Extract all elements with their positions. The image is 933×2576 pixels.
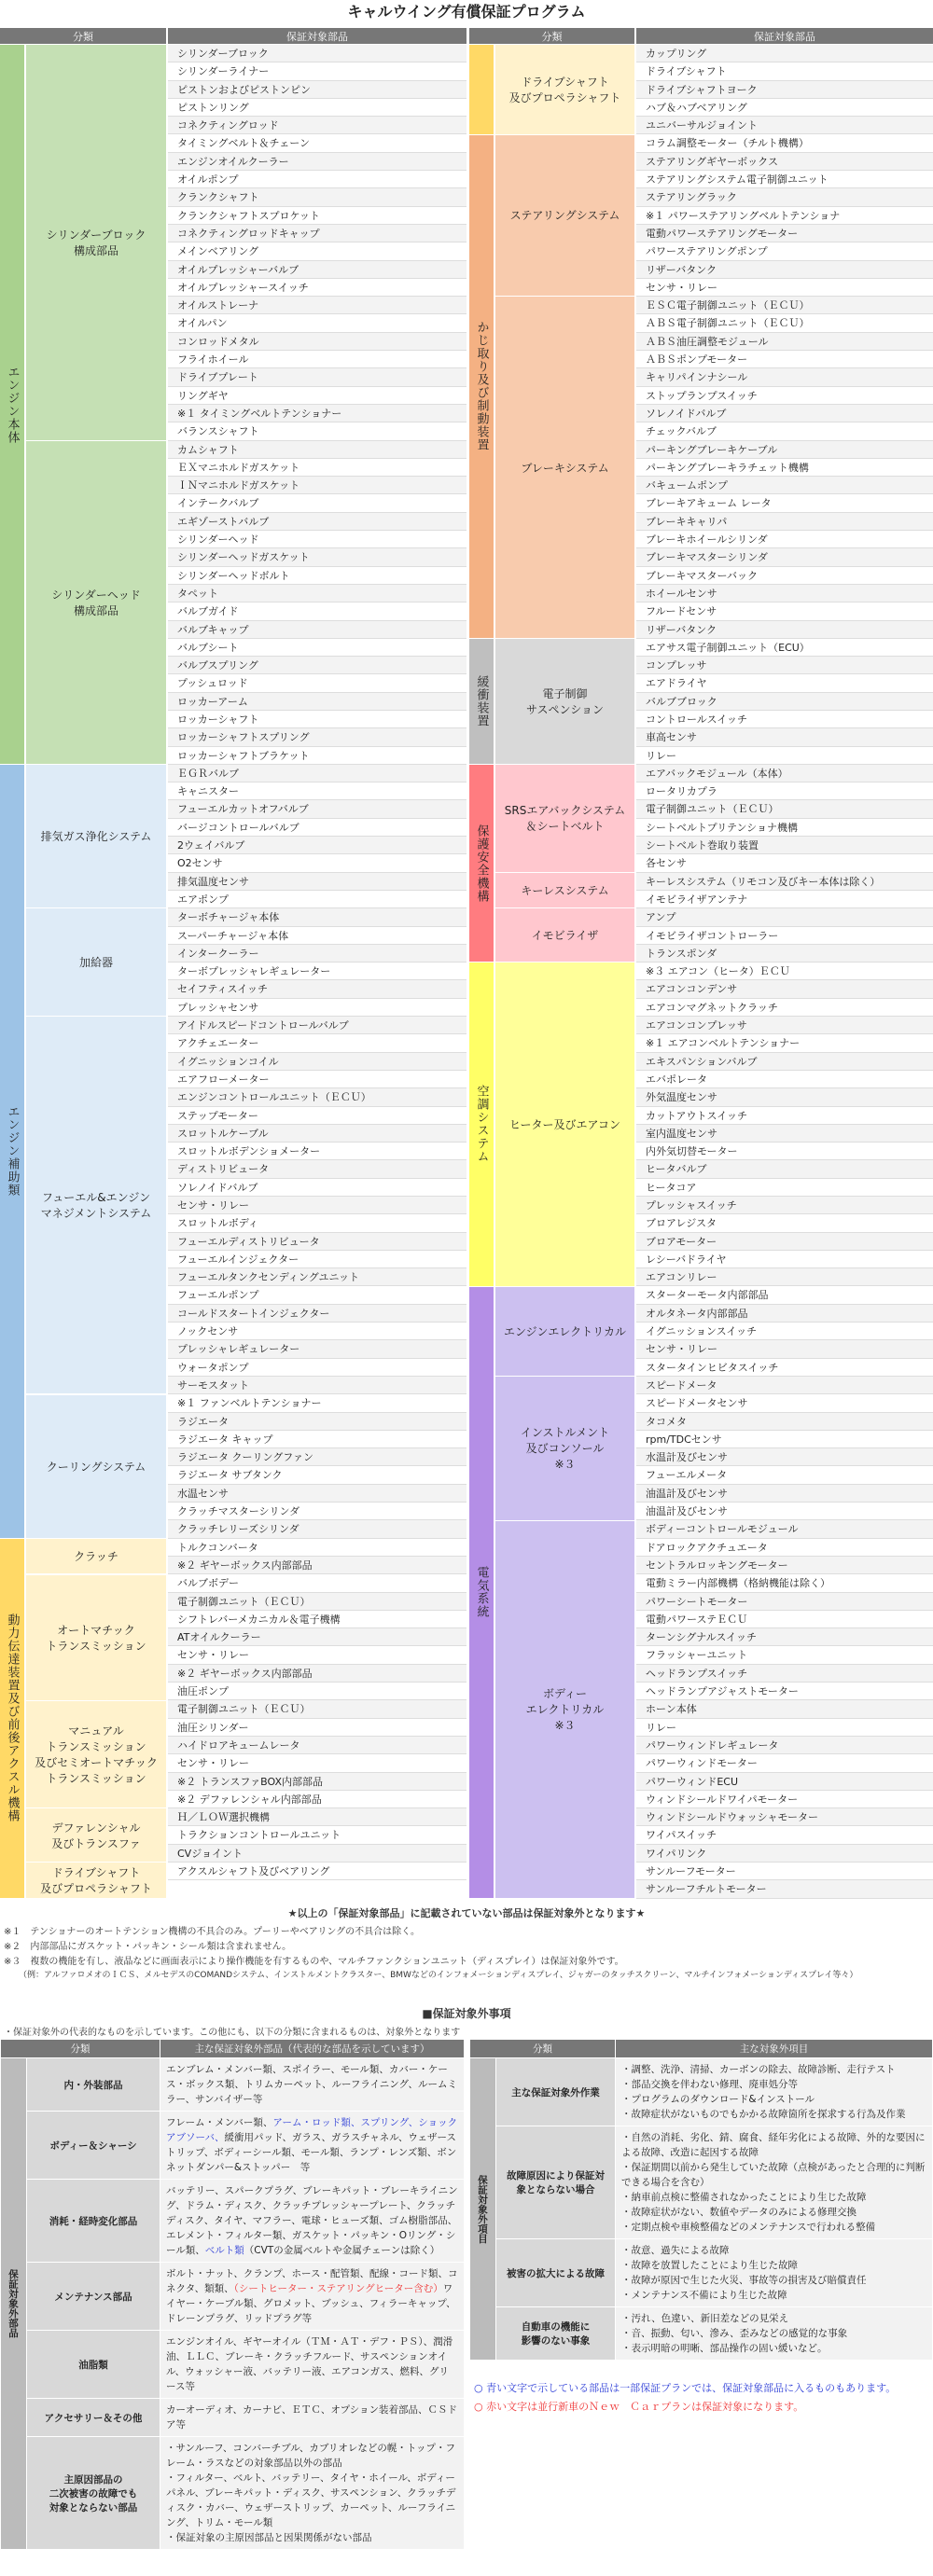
- left-part-row: クランクシャフトスプロケット: [168, 207, 466, 225]
- left-part-row: タイミングベルト＆チェーン: [168, 134, 466, 152]
- excl-detail-blue-text: アーム・ロッド類、スプリング、ショックアブソーバ、: [166, 2117, 458, 2143]
- right-part-row: キーレスシステム（リモコン及びキー本体は除く）: [636, 873, 933, 891]
- left-part-row: インテークバルブ: [168, 494, 466, 512]
- right-part-row: タコメタ: [636, 1413, 933, 1431]
- left-part-row: シフトレバーメカニカル＆電子機構: [168, 1611, 466, 1628]
- left-part-row: ラジエータ クーリングファン: [168, 1448, 466, 1466]
- left-part-row: クランクシャフト: [168, 188, 466, 206]
- right-part-row: ユニバーサルジョイント: [636, 117, 933, 134]
- left-part-row: ＥＧＲバルブ: [168, 765, 466, 782]
- right-part-row: 内外気切替モーター: [636, 1143, 933, 1160]
- right-part-row: ブレーキアキューム レータ: [636, 494, 933, 512]
- right-part-row: パワーステアリングポンプ: [636, 242, 933, 260]
- right-part-row: エアコンコンプレッサ: [636, 1017, 933, 1034]
- right-part-row: ボディーコントロールモジュール: [636, 1520, 933, 1538]
- right-sub-category: イモビライザ: [495, 908, 634, 963]
- note-3: ※３ 複数の機能を有し、液晶などに画面表示により操作機能を有するものや、マルチファンクションユニット（ディスプレイ）は保証対象外です。: [4, 1957, 624, 1967]
- left-part-row: センサ・リレー: [168, 1754, 466, 1772]
- left-part-row: 2ウェイバルブ: [168, 837, 466, 854]
- right-part-row: 電動パワーステアリングモーター: [636, 225, 933, 242]
- right-part-row: アンプ: [636, 908, 933, 926]
- left-part-row: フライホイール: [168, 351, 466, 368]
- left-sub-category: シリンダーヘッド 構成部品: [26, 441, 166, 765]
- excl-right-detail: ・調整、洗浄、清掃、カーボンの除去、故障診断、走行テスト ・部品交換を伴わない修理、廃車処分等 ・プログラムのダウンロード&インストール ・故障症状がないものでもかかる故障箇所を探求する行為及作業: [616, 2058, 933, 2126]
- left-part-row: タペット: [168, 585, 466, 602]
- right-part-row: サンルーフモーター: [636, 1863, 933, 1880]
- note-2: ※２ 内部部品にガスケット・パッキン・シール類は含まれません。: [4, 1942, 292, 1952]
- left-part-row: ロッカーシャフト: [168, 711, 466, 728]
- right-category-header: 分類: [469, 28, 634, 44]
- left-part-row: ターボチャージャ本体: [168, 908, 466, 926]
- left-part-row: バージコントロールバルブ: [168, 819, 466, 837]
- right-part-row: ＥＳＣ電子制御ユニット（ＥＣＵ）: [636, 297, 933, 314]
- right-part-row: ウィンドシールドワイパモーター: [636, 1791, 933, 1808]
- left-part-row: オイルポンプ: [168, 171, 466, 188]
- left-part-row: コネクティングロッド: [168, 117, 466, 134]
- right-part-row: コラム調整モーター（チルト機構）: [636, 134, 933, 152]
- left-part-row: 油圧ポンプ: [168, 1683, 466, 1700]
- right-sub-category: ヒーター及びエアコン: [495, 963, 634, 1286]
- right-part-row: 各センサ: [636, 854, 933, 872]
- right-sub-category: ボディー エレクトリカル ※３: [495, 1521, 634, 1899]
- excl-left-detail: エンブレム・メンバー類、スポイラー、モール類、カバー・ケース・ボックス類、トリムカーペット、ルーフライニング、ルームミラー、サンバイザー等: [160, 2058, 465, 2112]
- left-part-row: CVジョイント: [168, 1845, 466, 1863]
- left-part-row: キャニスター: [168, 782, 466, 800]
- right-sub-category: ブレーキシステム: [495, 297, 634, 639]
- left-part-row: ステップモーター: [168, 1107, 466, 1125]
- left-part-row: スロットルボディ: [168, 1214, 466, 1232]
- right-part-row: エキスパンションバルブ: [636, 1053, 933, 1071]
- left-part-row: バルブボデー: [168, 1574, 466, 1592]
- left-part-row: クラッチマスターシリンダ: [168, 1503, 466, 1520]
- left-part-row: ラジエータ サブタンク: [168, 1466, 466, 1484]
- left-part-row: ＩＮマニホルドガスケット: [168, 477, 466, 494]
- right-part-row: カットアウトスイッチ: [636, 1107, 933, 1125]
- right-part-row: rpm/TDCセンサ: [636, 1431, 933, 1448]
- left-part-row: バルブシート: [168, 639, 466, 657]
- right-part-row: ※３ エアコン（ヒータ）ＥＣＵ: [636, 963, 933, 980]
- right-part-row: バキュームポンプ: [636, 477, 933, 494]
- right-part-row: ブレーキキャリパ: [636, 513, 933, 531]
- excl-right-category: 自動車の機能に 影響のない事象: [496, 2307, 616, 2361]
- left-part-row: ディストリビュータ: [168, 1160, 466, 1178]
- right-part-row: ブロアモーター: [636, 1233, 933, 1251]
- left-sub-category: フューエル&エンジン マネジメントシステム: [26, 1017, 166, 1394]
- excl-detail-post-text: 緩衝用パッド、ガラス、ガラスチャネル、ウェザーストリップ、ボディーシール類、モール類、ランプ・レンズ類、ボンネットダンパー&ストッパー 等: [166, 2132, 457, 2173]
- right-part-row: ヒータバルブ: [636, 1160, 933, 1178]
- exclusion-intro: ・保証対象外の代表的なものを示しています。この他にも、以下の分類に含まれるものは、対象外となります: [4, 2028, 461, 2038]
- left-part-row: フューエルポンプ: [168, 1286, 466, 1304]
- right-sub-category: キーレスシステム: [495, 873, 634, 909]
- left-parts-header: 保証対象部品: [168, 28, 466, 44]
- left-sub-category: オートマチック トランスミッション: [26, 1575, 166, 1701]
- right-major-category: [469, 45, 494, 135]
- right-part-row: 車高センサ: [636, 728, 933, 746]
- left-part-row: ＥＸマニホルドガスケット: [168, 459, 466, 477]
- page-title: キャルウイング有償保証プログラム: [347, 3, 586, 21]
- left-part-row: コールドスタートインジェクター: [168, 1305, 466, 1323]
- left-part-row: ウォータポンプ: [168, 1359, 466, 1377]
- right-part-row: イグニッションスイッチ: [636, 1323, 933, 1340]
- right-part-row: ヘッドランプスイッチ: [636, 1665, 933, 1683]
- right-part-row: ハブ＆ハブベアリング: [636, 99, 933, 117]
- left-part-row: スーパーチャージャ本体: [168, 927, 466, 945]
- excl-left-detail: [160, 2112, 465, 2180]
- left-part-row: エンジンオイルクーラー: [168, 153, 466, 171]
- right-part-row: センサ・リレー: [636, 279, 933, 297]
- right-part-row: ドライブシャフト: [636, 62, 933, 80]
- right-part-row: イモビライザコントローラー: [636, 927, 933, 945]
- left-part-row: フューエルインジェクター: [168, 1251, 466, 1268]
- right-part-row: フューエルメータ: [636, 1466, 933, 1484]
- excl-left-vertical-label: 保証対象外部品: [1, 2058, 27, 2550]
- right-part-row: エアコンマグネットクラッチ: [636, 999, 933, 1017]
- left-part-row: 電子制御ユニット（ＥＣＵ）: [168, 1700, 466, 1718]
- right-part-row: レシーバドライヤ: [636, 1251, 933, 1268]
- right-sub-category: エンジンエレクトリカル: [495, 1287, 634, 1378]
- right-part-row: バルブブロック: [636, 693, 933, 711]
- right-part-row: ステアリングラック: [636, 188, 933, 206]
- left-part-row: サーモスタット: [168, 1377, 466, 1394]
- right-part-row: コンプレッサ: [636, 657, 933, 674]
- right-part-row: パーキングブレーキケーブル: [636, 441, 933, 459]
- left-part-row: 油圧シリンダー: [168, 1719, 466, 1737]
- right-part-row: 外気温度センサ: [636, 1088, 933, 1106]
- left-part-row: ノックセンサ: [168, 1323, 466, 1340]
- right-part-row: ストップランプスイッチ: [636, 387, 933, 405]
- excl-left-category: ボディー＆シャーシ: [27, 2112, 160, 2180]
- right-sub-category: インストルメント 及びコンソール ※３: [495, 1377, 634, 1520]
- left-part-row: クラッチレリーズシリンダ: [168, 1520, 466, 1538]
- left-part-row: インタークーラー: [168, 945, 466, 963]
- excl-detail-post-text: （CVTの金属ベルトや金属チェーンは除く）: [244, 2245, 440, 2256]
- right-sub-category: 電子制御 サスペンション: [495, 639, 634, 765]
- left-major-category: 動力伝達装置及び前後アクスル機構: [0, 1539, 24, 1899]
- left-part-row: リングギヤ: [168, 387, 466, 405]
- right-part-row: リレー: [636, 747, 933, 765]
- right-part-row: パワーシートモーター: [636, 1593, 933, 1611]
- right-part-row: スターターモータ内部部品: [636, 1286, 933, 1304]
- excl-detail-post-text: ワイヤー・ケーブル類、グロメット、ブッシュ、フィラーキャップ、ドレーンプラグ、リッドプラグ等: [166, 2283, 456, 2324]
- left-part-row: フューエルディストリビュータ: [168, 1233, 466, 1251]
- left-sub-category: シリンダーブロック 構成部品: [26, 45, 166, 441]
- left-part-row: コンロッドメタル: [168, 333, 466, 351]
- left-part-row: シリンダーヘッドボルト: [168, 567, 466, 585]
- right-part-row: ヒータコア: [636, 1179, 933, 1197]
- excl-right-category: 故障原因により保証対象とならない場合: [496, 2126, 616, 2239]
- left-part-row: ロッカーアーム: [168, 693, 466, 711]
- right-part-row: エアドライヤ: [636, 674, 933, 692]
- left-part-row: O2センサ: [168, 854, 466, 872]
- left-part-row: エアポンプ: [168, 891, 466, 908]
- right-part-row: センサ・リレー: [636, 1340, 933, 1358]
- right-part-row: ＡＢＳ油圧調整モジュール: [636, 333, 933, 351]
- left-part-row: ロッカーシャフトスプリング: [168, 728, 466, 746]
- right-part-row: スピードメータセンサ: [636, 1394, 933, 1412]
- left-sub-category: クラッチ: [26, 1539, 166, 1575]
- right-part-row: パワーウィンドモーター: [636, 1754, 933, 1772]
- left-sub-category: 排気ガス浄化システム: [26, 765, 166, 908]
- right-part-row: 電動ミラー内部機構（格納機能は除く）: [636, 1574, 933, 1592]
- excl-right-category: 被害の拡大による故障: [496, 2239, 616, 2307]
- right-part-row: エバポレータ: [636, 1071, 933, 1088]
- right-part-row: ステアリングギヤーボックス: [636, 153, 933, 171]
- right-sub-category: ドライブシャフト 及びプロペラシャフト: [495, 45, 634, 135]
- excl-right-detail: ・汚れ、色違い、新旧差などの見栄え ・音、振動、匂い、滲み、歪みなどの感覚的な事象 ・表示明暗の明晰、部品操作の固い緩いなど。: [616, 2307, 933, 2361]
- left-part-row: エギゾーストバルブ: [168, 513, 466, 531]
- right-major-category: 空調システム: [469, 963, 494, 1286]
- left-part-row: トラクションコントロールユニット: [168, 1826, 466, 1844]
- right-part-row: ウィンドシールドウォッシャモーター: [636, 1808, 933, 1826]
- left-part-row: シリンダーブロック: [168, 45, 466, 62]
- excl-left-detail: エンジンオイル、ギヤーオイル（ＴＭ・ＡＴ・デフ・ＰＳ）、潤滑油、ＬＬＣ、ブレーキ・クラッチフルード、サスペンションオイル、ウォッシャー液、バッテリー液、エアコンガス、燃料、グリース等: [160, 2331, 465, 2399]
- excl-left-detail: [160, 2180, 465, 2263]
- left-part-row: バランスシャフト: [168, 422, 466, 440]
- left-part-row: ※２ ギヤーボックス内部部品: [168, 1557, 466, 1574]
- right-part-row: ステアリングシステム電子制御ユニット: [636, 171, 933, 188]
- left-sub-category: ドライブシャフト 及びプロペラシャフト: [26, 1863, 166, 1899]
- right-parts-list: [636, 45, 933, 1899]
- left-part-row: オイルストレーナ: [168, 297, 466, 314]
- left-part-row: バルブガイド: [168, 602, 466, 620]
- left-part-row: ※２ デファレンシャル内部部品: [168, 1791, 466, 1808]
- right-sub-category: ステアリングシステム: [495, 135, 634, 298]
- left-major-category: エンジン補助類: [0, 765, 24, 1539]
- right-part-row: ホーン本体: [636, 1700, 933, 1718]
- right-part-row: ※１ パワーステアリングベルトテンショナ: [636, 207, 933, 225]
- left-part-row: ラジエータ キャップ: [168, 1431, 466, 1448]
- right-part-row: ソレノイドバルブ: [636, 405, 933, 422]
- right-part-row: エアバックモジュール（本体）: [636, 765, 933, 782]
- excl-detail-pre-text: バッテリー、スパークプラグ、ブレーキパット・ブレーキライニング、ドラム・ディスク、クラッチプレッシャープレート、クラッチディスク、タイヤ、マフラー、電球・ヒューズ類、ゴム樹脂部品、エレメント・フィルター類、ガスケット・パッキン・Oリング・シール類、: [166, 2185, 458, 2256]
- left-part-row: イグニッションコイル: [168, 1053, 466, 1071]
- left-part-row: 排気温度センサ: [168, 873, 466, 891]
- left-part-row: スロットルケーブル: [168, 1125, 466, 1143]
- right-part-row: パーキングブレーキラチェット機構: [636, 459, 933, 477]
- right-part-row: フルードセンサ: [636, 602, 933, 620]
- left-part-row: ハイドロアキュームレータ: [168, 1737, 466, 1754]
- right-part-row: セントラルロッキングモーター: [636, 1557, 933, 1574]
- right-part-row: ブレーキマスターシリンダ: [636, 548, 933, 566]
- right-part-row: リレー: [636, 1719, 933, 1737]
- excl-cat-header: 分類: [1, 2040, 160, 2058]
- right-part-row: 電動パワーステＥＣＵ: [636, 1611, 933, 1628]
- left-part-row: ATオイルクーラー: [168, 1628, 466, 1646]
- excl-left-category: アクセサリー＆その他: [27, 2399, 160, 2437]
- left-part-row: オイルプレッシャーバルブ: [168, 261, 466, 279]
- excl-left-category: 油脂類: [27, 2331, 160, 2399]
- left-part-row: フューエルタンクセンディングユニット: [168, 1268, 466, 1286]
- excl-detail-pre-text: ボルト・ナット、クランプ、ホース・配管類、配線・コード類、コネクタ、類類、: [166, 2268, 458, 2294]
- right-part-row: 室内温度センサ: [636, 1125, 933, 1143]
- left-part-row: プッシュロッド: [168, 674, 466, 692]
- left-part-row: ※１ ファンベルトテンショナー: [168, 1394, 466, 1412]
- legend-blue-text: 青い文字で示している部品は一部保証プランでは、保証対象部品に入るものもあります。: [486, 2382, 897, 2394]
- excl-left-category: 主原因部品の 二次被害の故障でも 対象とならない部品: [27, 2437, 160, 2550]
- right-major-category: かじ取り及び制動装置: [469, 135, 494, 639]
- excl-detail-pre-text: フレーム・メンバー類、: [166, 2117, 273, 2128]
- note-1: ※１ テンショナーのオートテンション機構の不具合のみ。プーリーやベアリングの不具合は除く。: [4, 1927, 420, 1937]
- left-sub-category: マニュアル トランスミッション 及びセミオートマチック トランスミッション: [26, 1701, 166, 1809]
- right-part-row: ※１ エアコンベルトテンショナー: [636, 1034, 933, 1052]
- right-parts-header: 保証対象部品: [636, 28, 933, 44]
- legend-red: [474, 2399, 803, 2414]
- left-part-row: エアフローメーター: [168, 1071, 466, 1088]
- excl-cat-header-right: 分類: [470, 2040, 616, 2058]
- right-part-row: リザーバタンク: [636, 621, 933, 639]
- exclusion-title: ■保証対象外事項: [422, 2007, 511, 2020]
- right-part-row: イモビライザアンテナ: [636, 891, 933, 908]
- right-part-row: プレッシャスイッチ: [636, 1197, 933, 1214]
- right-part-row: 油温計及びセンサ: [636, 1485, 933, 1503]
- left-part-row: ※２ ギヤーボックス内部部品: [168, 1665, 466, 1683]
- left-part-row: アイドルスピードコントロールバルブ: [168, 1017, 466, 1034]
- legend-blue-marker: ○: [474, 2382, 487, 2394]
- right-part-row: ブレーキホイールシリンダ: [636, 531, 933, 548]
- excl-left-detail: ・サンルーフ、コンバーチブル、カブリオレなどの幌・トップ・フレーム・ラスなどの対象部品以外の部品 ・フィルター、ベルト、バッテリー、タイヤ・ホイール、ボディーパネル、ブレーキパット・ディスク、サスペンション、クラッチディスク・カバー、ウェザーストリップ、カーペット、ルーフライニング、トリム・モール類 ・保証対象の主原因部品と因果関係がない部品: [160, 2437, 465, 2550]
- left-part-row: ラジエータ: [168, 1413, 466, 1431]
- excl-detail-blue-text: ベルト類: [204, 2245, 244, 2256]
- right-part-row: ブレーキマスターバック: [636, 567, 933, 585]
- right-part-row: スタータインヒビタスイッチ: [636, 1359, 933, 1377]
- left-part-row: セイフティスイッチ: [168, 980, 466, 998]
- right-part-row: 油温計及びセンサ: [636, 1503, 933, 1520]
- left-parts-list: [168, 45, 466, 1880]
- excl-detail-red-text: （シートヒーター・ステアリングヒーター含む）: [233, 2283, 443, 2294]
- right-part-row: シートベルトプリテンショナ機構: [636, 819, 933, 837]
- left-part-row: エンジンコントロールユニット（ＥＣＵ）: [168, 1088, 466, 1106]
- excl-right-category: 主な保証対象外作業: [496, 2058, 616, 2126]
- right-part-row: キャリパインナシール: [636, 368, 933, 386]
- left-part-row: トルクコンバータ: [168, 1539, 466, 1557]
- right-part-row: オルタネータ内部部品: [636, 1305, 933, 1323]
- right-part-row: ホイールセンサ: [636, 585, 933, 602]
- left-part-row: プレッシャレギュレーター: [168, 1340, 466, 1358]
- right-part-row: ロータリカプラ: [636, 782, 933, 800]
- left-part-row: センサ・リレー: [168, 1646, 466, 1664]
- left-part-row: バルブスプリング: [168, 657, 466, 674]
- left-part-row: ピストンおよびピストンピン: [168, 81, 466, 99]
- left-part-row: センサ・リレー: [168, 1197, 466, 1214]
- right-major-category: 緩衝装置: [469, 639, 494, 765]
- right-part-row: リザーバタンク: [636, 261, 933, 279]
- right-part-row: カップリング: [636, 45, 933, 62]
- left-part-row: アクスルシャフト及びベアリング: [168, 1863, 466, 1880]
- left-part-row: スロットルボデンショメーター: [168, 1143, 466, 1160]
- left-part-row: メインベアリング: [168, 242, 466, 260]
- left-part-row: オイルパン: [168, 314, 466, 332]
- left-part-row: フューエルカットオフバルブ: [168, 800, 466, 818]
- legend-red-marker: ○: [474, 2401, 487, 2413]
- left-part-row: シリンダーヘッド: [168, 531, 466, 548]
- left-part-row: シリンダーライナー: [168, 62, 466, 80]
- excl-left-category: 内・外装部品: [27, 2058, 160, 2112]
- right-part-row: サンルーフチルトモーター: [636, 1880, 933, 1898]
- right-part-row: ヘッドランプアジャストモーター: [636, 1683, 933, 1700]
- right-part-row: コントロールスイッチ: [636, 711, 933, 728]
- left-part-row: ターボプレッシャレギュレーター: [168, 963, 466, 980]
- note-3-example: （例：アルファロメオのＩＣＳ、メルセデスのCOMANDシステム、インストルメントクラスター、BMWなどのインフォメーションディスプレイ、ジャガーのタッチスクリーン、マルチインフォメーションディスプレイ等々）: [19, 1971, 858, 1980]
- right-part-row: パワーウィンドレギュレータ: [636, 1737, 933, 1754]
- main-note: ★以上の「保証対象部品」に記載されていない部品は保証対象外となります★: [287, 1907, 646, 1919]
- right-part-row: ドアロックアクチュエータ: [636, 1539, 933, 1557]
- right-part-row: ドライブシャフトヨーク: [636, 81, 933, 99]
- left-sub-category: クーリングシステム: [26, 1395, 166, 1539]
- left-part-row: 水温センサ: [168, 1485, 466, 1503]
- left-part-row: ※２ トランスファBOX内部部品: [168, 1773, 466, 1791]
- exclusion-parts-table: [0, 2039, 465, 2550]
- left-category-header: 分類: [0, 28, 166, 44]
- right-part-row: エアサス電子制御ユニット（ECU）: [636, 639, 933, 657]
- right-part-row: パワーウィンドECU: [636, 1773, 933, 1791]
- left-part-row: アクチェエーター: [168, 1034, 466, 1052]
- left-part-row: ロッカーシャフトブラケット: [168, 747, 466, 765]
- excl-right-detail: ・自然の消耗、劣化、錆、腐食、経年劣化による故障、外的な要因による故障、改造に起因する故障 ・保証期間以前から発生していた故障（点検があったと合理的に判断できる場合を含む） ・納車前点検に整備されなかったことにより生じた故障 ・故障症状がない、数値やデータのみによる修理交換 ・定期点検や車検整備などのメンテナンスで行われる整備: [616, 2126, 933, 2239]
- left-part-row: ピストンリング: [168, 99, 466, 117]
- right-part-row: 水温計及びセンサ: [636, 1448, 933, 1466]
- right-part-row: フラッシャーユニット: [636, 1646, 933, 1664]
- right-part-row: シートベルト巻取り装置: [636, 837, 933, 854]
- right-part-row: ＡＢＳポンプモーター: [636, 351, 933, 368]
- left-sub-category: デファレンシャル 及びトランスファ: [26, 1808, 166, 1863]
- left-part-row: シリンダーヘッドガスケット: [168, 548, 466, 566]
- exclusion-items-table: [469, 2039, 933, 2361]
- right-part-row: チェックバルブ: [636, 422, 933, 440]
- excl-left-detail: [160, 2263, 465, 2331]
- excl-left-category: 消耗・経時変化部品: [27, 2180, 160, 2263]
- excl-parts-header: 主な保証対象外部品（代表的な部品を示しています）: [160, 2040, 465, 2058]
- excl-right-vertical-label: 保証対象外項目: [470, 2058, 496, 2361]
- left-part-row: ドライブプレート: [168, 368, 466, 386]
- right-part-row: エアコンリレー: [636, 1268, 933, 1286]
- right-sub-category: SRSエアバックシステム ＆シートベルト: [495, 765, 634, 873]
- right-part-row: エアコンコンデンサ: [636, 980, 933, 998]
- left-sub-category: 加給器: [26, 908, 166, 1017]
- left-part-row: プレッシャセンサ: [168, 999, 466, 1017]
- right-part-row: スピードメータ: [636, 1377, 933, 1394]
- left-part-row: 電子制御ユニット（ＥＣＵ）: [168, 1593, 466, 1611]
- left-part-row: ※１ タイミングベルトテンショナー: [168, 405, 466, 422]
- right-part-row: ＡＢＳ電子制御ユニット（ＥＣＵ）: [636, 314, 933, 332]
- legend-blue: [474, 2380, 896, 2395]
- left-part-row: オイルプレッシャースイッチ: [168, 279, 466, 297]
- left-part-row: ソレノイドバルブ: [168, 1179, 466, 1197]
- right-part-row: ブロアレジスタ: [636, 1214, 933, 1232]
- legend-red-text: 赤い文字は並行新車のＮｅｗ Ｃａｒプランは保証対象になります。: [486, 2401, 804, 2413]
- right-major-category: 電気系統: [469, 1287, 494, 1899]
- left-part-row: Ｈ／ＬＯＷ選択機構: [168, 1808, 466, 1826]
- right-part-row: ワイパリンク: [636, 1845, 933, 1863]
- excl-right-detail: ・故意、過失による故障 ・故障を放置したことにより生じた故障 ・故障が原因で生じた火災、事故等の損害及び賠償責任 ・メンテナンス不備により生じた故障: [616, 2239, 933, 2307]
- excl-items-header: 主な対象外項目: [616, 2040, 933, 2058]
- left-part-row: コネクティングロッドキャップ: [168, 225, 466, 242]
- right-part-row: トランスポンダ: [636, 945, 933, 963]
- right-major-category: 保護安全機構: [469, 765, 494, 963]
- left-part-row: バルブキャップ: [168, 621, 466, 639]
- right-part-row: ワイパスイッチ: [636, 1826, 933, 1844]
- right-part-row: 電子制御ユニット（ＥＣＵ）: [636, 800, 933, 818]
- left-major-category: エンジン本体: [0, 45, 24, 765]
- right-part-row: ターンシグナルスイッチ: [636, 1628, 933, 1646]
- excl-left-detail: カーオーディオ、カーナビ、ＥＴＣ、オプション装着部品、ＣＳドア等: [160, 2399, 465, 2437]
- left-part-row: カムシャフト: [168, 441, 466, 459]
- excl-left-category: メンテナンス部品: [27, 2263, 160, 2331]
